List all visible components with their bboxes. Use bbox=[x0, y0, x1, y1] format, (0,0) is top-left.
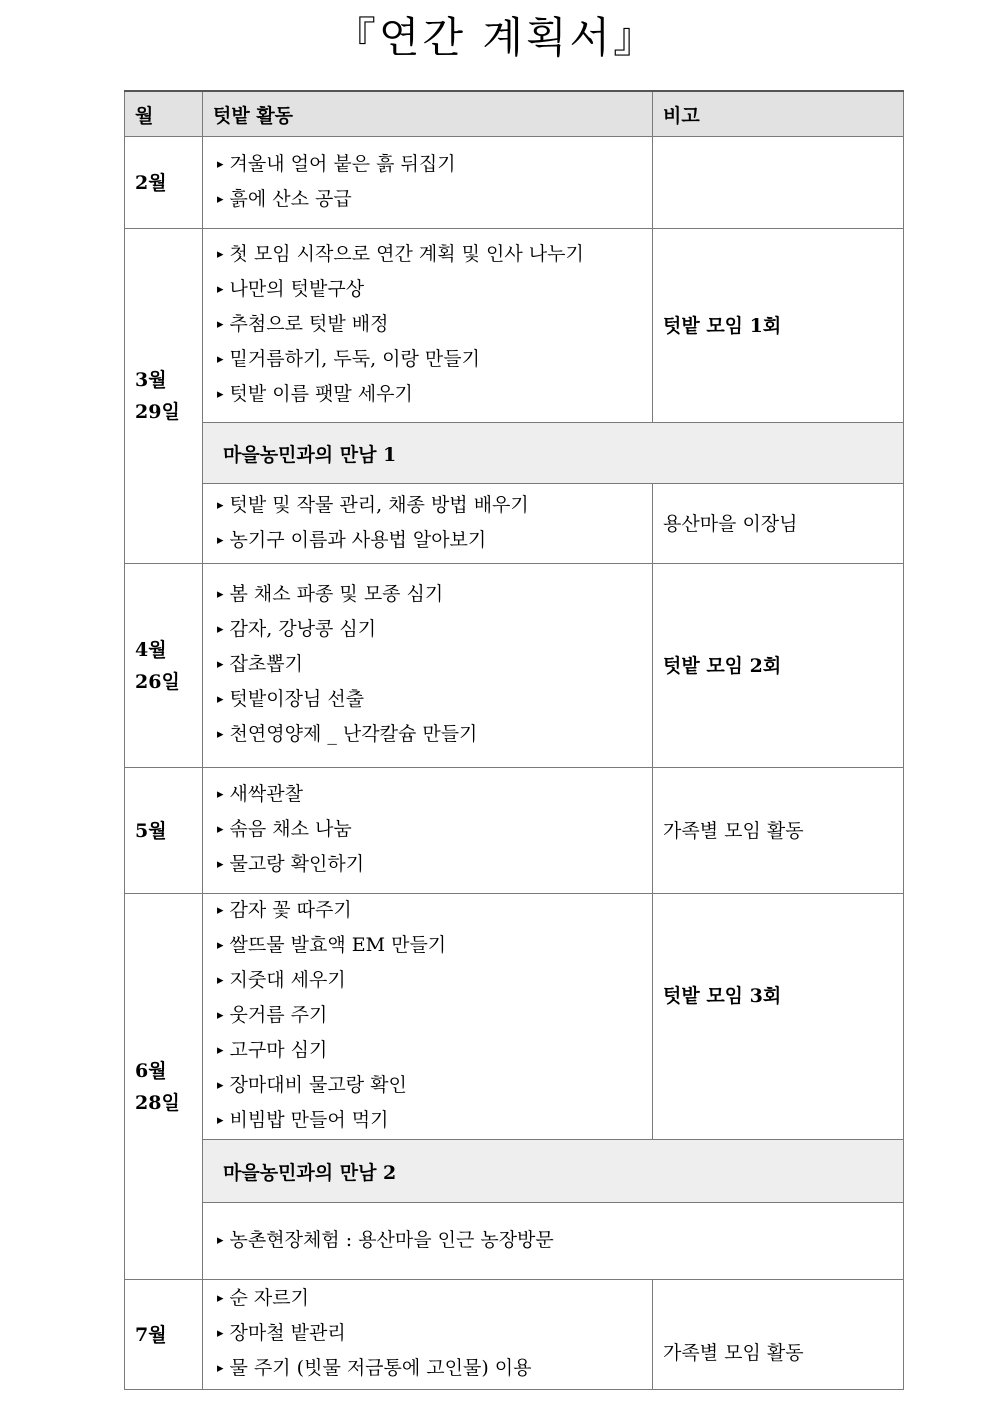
header-note: 비고 bbox=[653, 91, 904, 137]
list-item: ▸ 솎음 채소 나눔 bbox=[217, 813, 642, 848]
activity-list bbox=[213, 1224, 893, 1259]
activity-list bbox=[213, 1282, 642, 1387]
table-row bbox=[125, 229, 904, 423]
list-item: ▸ 텃밭이장님 선출 bbox=[217, 683, 642, 718]
list-item: ▸ 텃밭 및 작물 관리, 채종 방법 배우기 bbox=[217, 489, 642, 524]
month-cell bbox=[125, 894, 203, 1280]
table-row bbox=[125, 1280, 904, 1390]
subsection-row bbox=[125, 1140, 904, 1203]
activity-list bbox=[213, 148, 642, 218]
subsection-label bbox=[203, 1140, 904, 1203]
activity-list bbox=[213, 778, 642, 883]
note-cell: 용산마을 이장님 bbox=[653, 484, 904, 564]
list-item: ▸ 순 자르기 bbox=[217, 1282, 642, 1317]
activity-cell bbox=[203, 484, 653, 564]
activity-list bbox=[213, 489, 642, 559]
header-activity: 텃밭 활동 bbox=[203, 91, 653, 137]
list-item: ▸ 겨울내 얼어 붙은 흙 뒤집기 bbox=[217, 148, 642, 183]
page-title: 『연간 계획서』 bbox=[333, 13, 659, 62]
activity-cell bbox=[203, 894, 653, 1140]
month-label: 3월 bbox=[135, 369, 167, 391]
list-item: ▸ 장마대비 물고랑 확인 bbox=[217, 1069, 642, 1104]
month-cell bbox=[125, 564, 203, 768]
subsection-row bbox=[125, 423, 904, 484]
subsection-title: 마을농민과의 만남 1 bbox=[223, 443, 397, 466]
list-item: ▸ 천연영양제 _ 난각칼슘 만들기 bbox=[217, 718, 642, 753]
list-item: ▸ 장마철 밭관리 bbox=[217, 1317, 642, 1352]
table-row bbox=[125, 484, 904, 564]
table-row bbox=[125, 1203, 904, 1280]
list-item: ▸ 흙에 산소 공급 bbox=[217, 183, 642, 218]
list-item: ▸ 봄 채소 파종 및 모종 심기 bbox=[217, 578, 642, 613]
list-item: ▸ 물 주기 (빗물 저금통에 고인물) 이용 bbox=[217, 1352, 642, 1387]
list-item: ▸ 밑거름하기, 두둑, 이랑 만들기 bbox=[217, 343, 642, 378]
activity-list bbox=[213, 238, 642, 413]
month-label: 4월 bbox=[135, 638, 167, 661]
list-item: ▸ 텃밭 이름 팻말 세우기 bbox=[217, 378, 642, 413]
list-item: ▸ 나만의 텃밭구상 bbox=[217, 273, 642, 308]
list-item: ▸ 지줏대 세우기 bbox=[217, 964, 642, 999]
annual-plan-table bbox=[124, 90, 904, 1390]
month-cell bbox=[125, 1280, 203, 1390]
list-item: ▸ 추첨으로 텃밭 배정 bbox=[217, 308, 642, 343]
list-item: ▸ 물고랑 확인하기 bbox=[217, 848, 642, 883]
activity-cell bbox=[203, 229, 653, 423]
subsection-title: 마을농민과의 만남 2 bbox=[223, 1161, 397, 1184]
table-row bbox=[125, 564, 904, 768]
table-row bbox=[125, 137, 904, 229]
month-label: 5월 bbox=[135, 819, 167, 842]
date-label: 29일 bbox=[135, 401, 180, 423]
activity-cell bbox=[203, 1280, 653, 1390]
month-cell bbox=[125, 137, 203, 229]
subsection-label bbox=[203, 423, 904, 484]
activity-list bbox=[213, 894, 642, 1139]
activity-cell bbox=[203, 564, 653, 768]
activity-list bbox=[213, 578, 642, 753]
table-row bbox=[125, 894, 904, 1140]
list-item: ▸ 고구마 심기 bbox=[217, 1034, 642, 1069]
month-cell bbox=[125, 229, 203, 564]
list-item: ▸ 감자, 강낭콩 심기 bbox=[217, 613, 642, 648]
list-item: ▸ 잡초뽑기 bbox=[217, 648, 642, 683]
activity-cell bbox=[203, 137, 653, 229]
list-item: ▸ 새싹관찰 bbox=[217, 778, 642, 813]
note-cell: 가족별 모임 활동 bbox=[653, 1280, 904, 1390]
date-label: 28일 bbox=[135, 1091, 180, 1114]
list-item: ▸ 농기구 이름과 사용법 알아보기 bbox=[217, 524, 642, 559]
list-item: ▸ 웃거름 주기 bbox=[217, 999, 642, 1034]
table-header-row bbox=[125, 91, 904, 137]
list-item: ▸ 감자 꽃 따주기 bbox=[217, 894, 642, 929]
list-item: ▸ 쌀뜨물 발효액 EM 만들기 bbox=[217, 929, 642, 964]
month-label: 7월 bbox=[135, 1323, 167, 1346]
list-item: ▸ 첫 모임 시작으로 연간 계획 및 인사 나누기 bbox=[217, 238, 642, 273]
month-label: 2월 bbox=[135, 171, 167, 194]
note-cell: 텃밭 모임 3회 bbox=[653, 894, 904, 1140]
activity-cell bbox=[203, 1203, 904, 1280]
header-month: 월 bbox=[125, 91, 203, 137]
note-cell: 텃밭 모임 1회 bbox=[653, 229, 904, 423]
list-item: ▸ 농촌현장체험 : 용산마을 인근 농장방문 bbox=[217, 1224, 893, 1259]
month-cell bbox=[125, 768, 203, 894]
activity-cell bbox=[203, 768, 653, 894]
note-cell: 텃밭 모임 2회 bbox=[653, 564, 904, 768]
note-cell bbox=[653, 137, 904, 229]
month-label: 6월 bbox=[135, 1059, 167, 1082]
table-row bbox=[125, 768, 904, 894]
date-label: 26일 bbox=[135, 670, 180, 693]
note-cell: 가족별 모임 활동 bbox=[653, 768, 904, 894]
list-item: ▸ 비빔밥 만들어 먹기 bbox=[217, 1104, 642, 1139]
